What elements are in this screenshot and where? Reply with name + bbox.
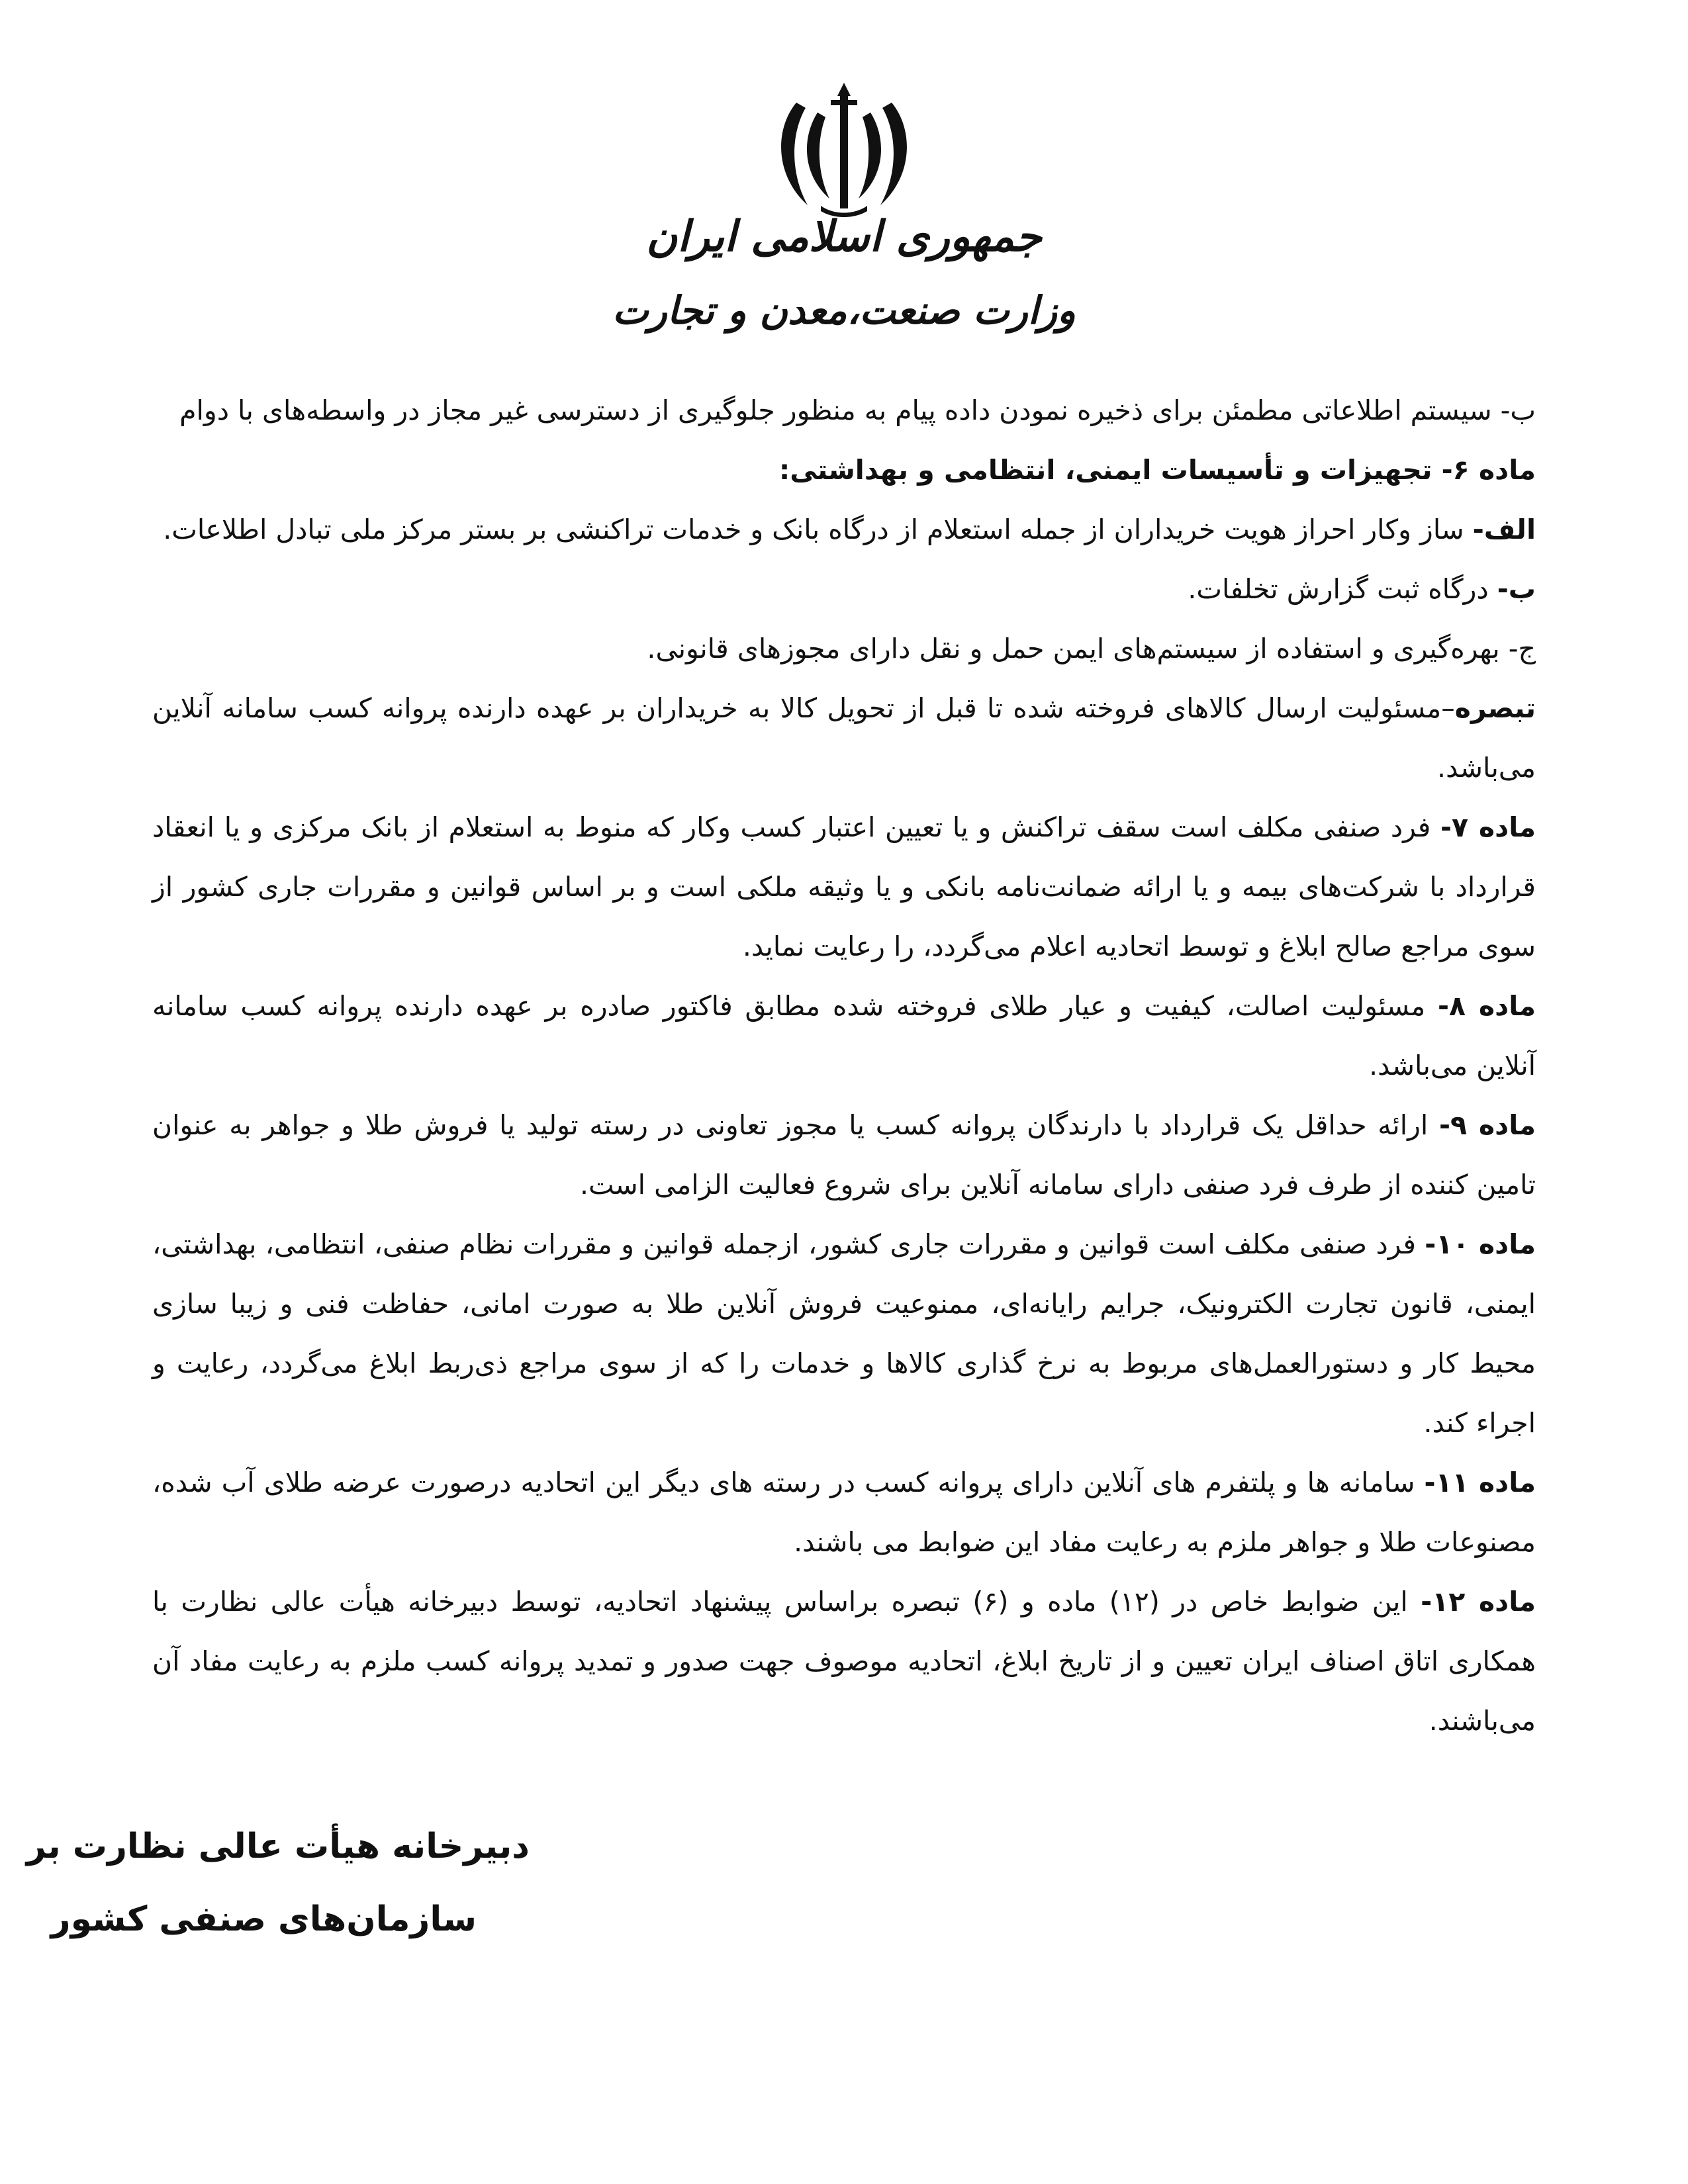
article-10-label: ماده ۱۰- [1425, 1228, 1536, 1260]
article-10 [152, 1214, 1536, 1453]
signature-line-2: سازمان‌های صنفی کشور [50, 1899, 477, 1939]
article-6-item-b [152, 559, 1536, 619]
article-9-text: ارائه حداقل یک قرارداد با دارندگان پروانه کسب یا مجوز تعاونی در رسته تولید یا فروش طلا و جواهر به عنوان تامین کننده از طرف فرد صنفی دارای سامانه آنلاین برای شروع فعالیت الزامی است. [152, 1109, 1536, 1201]
article-6-item-c: ج- بهره‌گیری و استفاده از سیستم‌های ایمن حمل و نقل دارای مجوزهای قانونی. [647, 633, 1536, 664]
article-11 [152, 1453, 1536, 1572]
ministry-title: وزارت صنعت،معدن و تجارت [612, 288, 1076, 333]
item-a-label: الف- [1472, 514, 1536, 545]
signature-line-1: دبیرخانه هیأت عالی نظارت بر [26, 1827, 530, 1866]
signature-block [26, 1810, 530, 1956]
note-label: تبصره [1454, 692, 1536, 724]
article-8-label: ماده ۸- [1437, 990, 1536, 1022]
article-10-text: فرد صنفی مکلف است قوانین و مقررات جاری کشور، ازجمله قوانین و مقررات نظام صنفی، انتظامی، بهداشتی، ایمنی، قانون تجارت الکترونیک، جرایم رایانه‌ای، ممنوعیت فروش آنلاین طلا به صورت امانی، حفاظت فنی و زیبا سازی محیط کار و دستورالعمل‌های مربوط به نرخ گذاری کالاها و خدمات را که از سوی مراجع ذی‌ربط ابلاغ می‌گردد، رعایت و اجراء کند. [152, 1228, 1536, 1439]
article-11-text: سامانه ها و پلتفرم های آنلاین دارای پروانه کسب در رسته های دیگر این اتحادیه درصورت عرضه طلای آب شده، مصنوعات طلا و جواهر ملزم به رعایت مفاد این ضوابط می باشند. [152, 1467, 1536, 1558]
iran-emblem-icon [771, 76, 917, 222]
article-12-label: ماده ۱۲- [1421, 1586, 1536, 1617]
item-a-text: ساز وکار احراز هویت خریداران از جمله استعلام از درگاه بانک و خدمات تراکنشی بر بستر مرکز ملی تبادل اطلاعات. [163, 514, 1473, 545]
article-7-text: فرد صنفی مکلف است سقف تراکنش و یا تعیین اعتبار کسب وکار که منوط به استعلام از بانک مرکزی و یا انعقاد قرارداد با شرکت‌های بیمه و یا ارائه ضمانت‌نامه بانکی و یا وثیقه ملکی است و بر اساس قوانین و مقررات جاری کشور از سوی مراجع صالح ابلاغ و توسط اتحادیه اعلام می‌گردد، را رعایت نماید. [152, 811, 1536, 962]
article-11-label: ماده ۱۱- [1424, 1467, 1536, 1498]
article-6-item-a [152, 500, 1536, 559]
article-7-label: ماده ۷- [1440, 811, 1536, 843]
country-title: جمهوری اسلامی ایران [646, 212, 1042, 261]
article-6-heading: ماده ۶- تجهیزات و تأسیسات ایمنی، انتظامی و بهداشتی: [778, 454, 1536, 486]
article-12 [152, 1572, 1536, 1751]
article-7 [152, 797, 1536, 976]
note-paragraph [152, 678, 1536, 797]
article-8-text: مسئولیت اصالت، کیفیت و عیار طلای فروخته شده مطابق فاکتور صادره بر عهده دارنده پروانه کسب سامانه آنلاین می‌باشد. [152, 990, 1536, 1081]
item-b-text: درگاه ثبت گزارش تخلفات. [1188, 573, 1497, 605]
article-9-label: ماده ۹- [1438, 1109, 1536, 1141]
document-body [152, 381, 1536, 1751]
article-12-text: این ضوابط خاص در (۱۲) ماده و (۶) تبصره براساس پیشنهاد اتحادیه، توسط دبیرخانه هیأت عالی نظارت با همکاری اتاق اصناف ایران تعیین و از تاریخ ابلاغ، اتحادیه موصوف جهت صدور و تمدید پروانه کسب ملزم به رعایت مفاد آن می‌باشند. [152, 1586, 1536, 1737]
item-b-label: ب- [1497, 573, 1536, 605]
paragraph-b-storage: ب- سیستم اطلاعاتی مطمئن برای ذخیره نمودن داده پیام به منظور جلوگیری از دسترسی غیر مجاز در واسطه‌های با دوام [179, 394, 1536, 426]
article-9 [152, 1095, 1536, 1214]
note-text: –مسئولیت ارسال کالاهای فروخته شده تا قبل از تحویل کالا به خریداران بر عهده دارنده پروانه کسب سامانه آنلاین می‌باشد. [152, 692, 1536, 784]
article-8 [152, 976, 1536, 1095]
